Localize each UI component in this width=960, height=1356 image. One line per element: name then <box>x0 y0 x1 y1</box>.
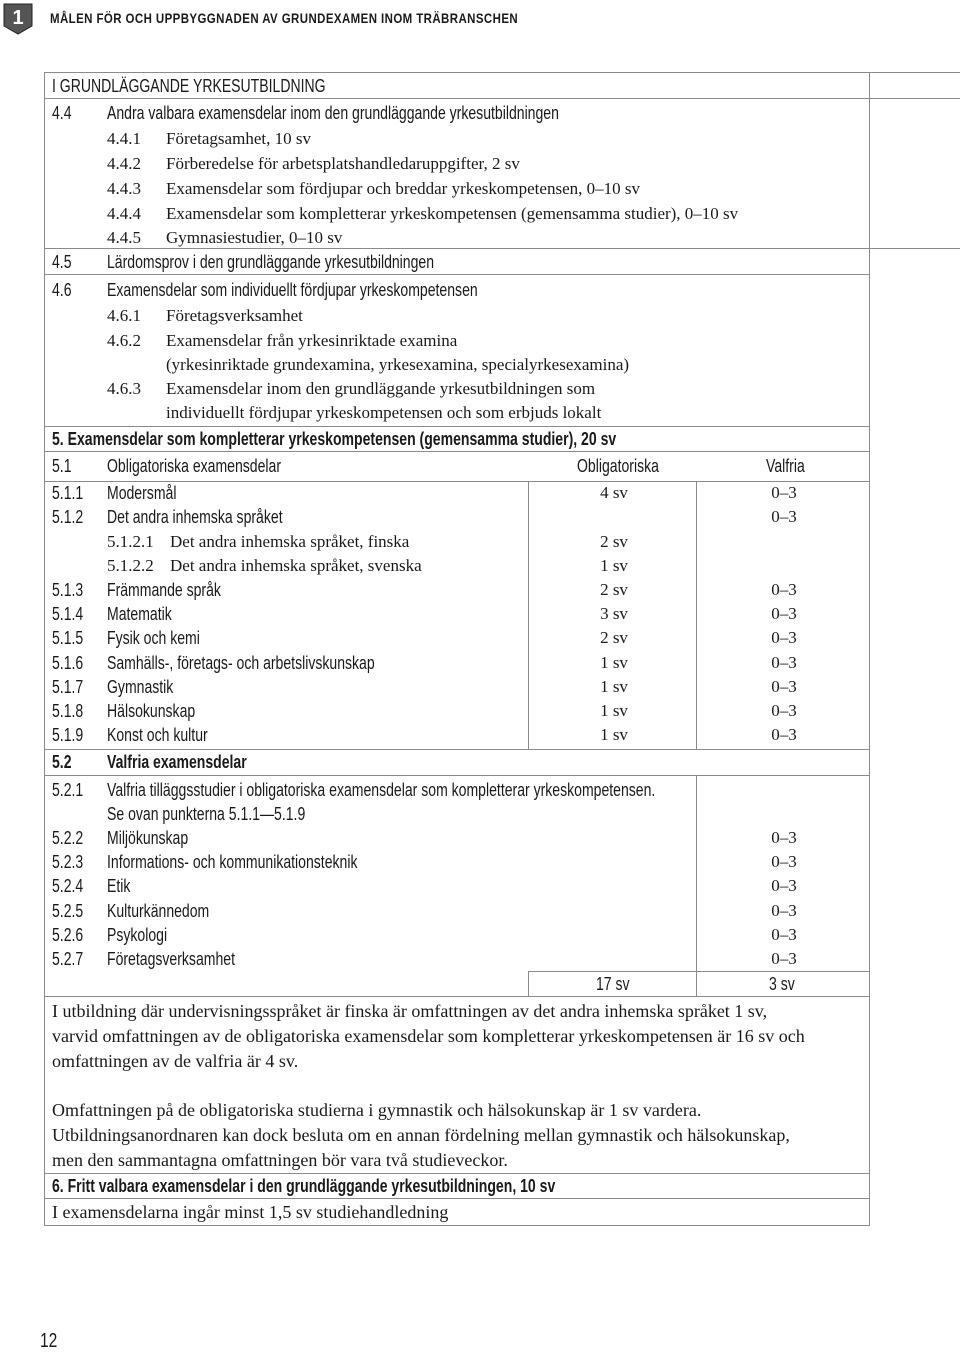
item-number: 4.6 <box>52 280 72 300</box>
side-box <box>870 72 960 99</box>
rule <box>44 996 870 997</box>
optional-value: 0–3 <box>771 483 797 502</box>
optional-value: 0–3 <box>771 725 797 744</box>
optional-value: 0–3 <box>771 604 797 623</box>
obligatory-value: 2 sv <box>600 580 628 599</box>
item-number: 5.1 <box>52 456 72 476</box>
item-number: 5.2.1 <box>52 780 84 800</box>
column-divider <box>528 971 529 996</box>
item-label: Kulturkännedom <box>107 901 210 921</box>
item-number: 5.1.5 <box>52 628 84 648</box>
rule <box>528 971 870 972</box>
obligatory-value: 1 sv <box>600 677 628 696</box>
item-number: 5.2.3 <box>52 852 84 872</box>
rule <box>44 274 870 275</box>
optional-value: 0–3 <box>771 925 797 944</box>
item-number: 5.1.6 <box>52 653 84 673</box>
column-header-optional: Valfria <box>766 456 805 476</box>
item-number: 5.2.2 <box>52 828 84 848</box>
obligatory-value: 1 sv <box>600 653 628 672</box>
item-number: 4.4.5 <box>107 228 141 247</box>
item-label: Gymnasiestudier, 0–10 sv <box>166 228 343 247</box>
item-label: Främmande språk <box>107 580 221 600</box>
rule <box>44 98 870 99</box>
item-number: 5.2.5 <box>52 901 84 921</box>
note-line: varvid omfattningen av de obligatoriska examensdelar som kompletterar yrkeskompetensen är 16 sv och <box>52 1026 805 1046</box>
page-number: 12 <box>40 1330 58 1352</box>
rule <box>44 451 870 452</box>
item-number: 4.4.1 <box>107 129 141 148</box>
item-label: Matematik <box>107 604 172 624</box>
section-text: I examensdelarna ingår minst 1,5 sv studiehandledning <box>52 1202 449 1222</box>
column-header-obligatory: Obligatoriska <box>577 456 659 476</box>
rule <box>44 749 870 750</box>
item-label: Etik <box>107 876 131 896</box>
item-number: 5.1.2.1 <box>107 532 154 551</box>
item-number: 5.1.9 <box>52 725 84 745</box>
item-label: Informations- och kommunikationsteknik <box>107 852 358 872</box>
note-line: I utbildning där undervisningsspråket är finska är omfattningen av det andra inhemska språket 1 sv, <box>52 1001 768 1021</box>
obligatory-value: 1 sv <box>600 556 628 575</box>
optional-value: 0–3 <box>771 580 797 599</box>
rule <box>44 426 870 427</box>
optional-value: 0–3 <box>771 653 797 672</box>
item-number: 5.1.1 <box>52 483 84 503</box>
item-label: Valfria examensdelar <box>107 752 247 772</box>
note-line: omfattningen av de valfria är 4 sv. <box>52 1051 299 1071</box>
item-number: 4.4.4 <box>107 204 141 223</box>
item-number: 4.6.2 <box>107 331 141 350</box>
obligatory-value: 2 sv <box>600 628 628 647</box>
optional-value: 0–3 <box>771 852 797 871</box>
section-heading: 5. Examensdelar som kompletterar yrkeskompetensen (gemensamma studier), 20 sv <box>52 429 617 449</box>
item-label: Examensdelar från yrkesinriktade examina <box>166 331 458 350</box>
item-number: 5.1.2.2 <box>107 556 154 575</box>
section-heading: I GRUNDLÄGGANDE YRKESUTBILDNING <box>52 76 326 96</box>
optional-value: 0–3 <box>771 876 797 895</box>
running-header: MÅLEN FÖR OCH UPPBYGGNADEN AV GRUNDEXAMEN INOM TRÄBRANSCHEN <box>50 10 519 26</box>
item-label: Examensdelar som fördjupar och breddar yrkeskompetensen, 0–10 sv <box>166 179 640 198</box>
optional-value: 0–3 <box>771 677 797 696</box>
chapter-number: 1 <box>12 7 24 29</box>
item-number: 5.1.2 <box>52 507 84 527</box>
obligatory-value: 4 sv <box>600 483 628 502</box>
item-label: Valfria tilläggsstudier i obligatoriska examensdelar som kompletterar yrkeskompetensen. <box>107 780 656 800</box>
optional-value: 0–3 <box>771 901 797 920</box>
item-label: Examensdelar inom den grundläggande yrkesutbildningen som <box>166 379 596 398</box>
item-label: Andra valbara examensdelar inom den grundläggande yrkesutbildningen <box>107 103 559 123</box>
item-number: 5.1.7 <box>52 677 84 697</box>
item-label: Företagsverksamhet <box>166 306 303 325</box>
optional-value: 0–3 <box>771 628 797 647</box>
item-label-continued: (yrkesinriktade grundexamina, yrkesexamina, specialyrkesexamina) <box>166 355 630 374</box>
rule <box>44 1198 870 1199</box>
obligatory-value: 2 sv <box>600 532 628 551</box>
optional-value: 0–3 <box>771 701 797 720</box>
item-number: 5.2.7 <box>52 949 84 969</box>
item-number: 4.4.3 <box>107 179 141 198</box>
item-label-continued: individuellt fördjupar yrkeskompetensen och som erbjuds lokalt <box>166 403 602 422</box>
item-number: 5.2 <box>52 752 72 772</box>
obligatory-value: 1 sv <box>600 701 628 720</box>
note-line: men den sammantagna omfattningen bör vara två studieveckor. <box>52 1150 508 1170</box>
item-label: Samhälls-, företags- och arbetslivskunskap <box>107 653 375 673</box>
item-label: Psykologi <box>107 925 168 945</box>
item-label: Hälsokunskap <box>107 701 196 721</box>
item-number: 4.6.1 <box>107 306 141 325</box>
item-label: Modersmål <box>107 483 177 503</box>
optional-value: 0–3 <box>771 507 797 526</box>
item-label: Det andra inhemska språket <box>107 507 283 527</box>
item-label: Lärdomsprov i den grundläggande yrkesutbildningen <box>107 252 435 272</box>
obligatory-value: 1 sv <box>600 725 628 744</box>
column-divider <box>696 481 697 749</box>
item-number: 4.5 <box>52 252 72 272</box>
section-heading: 6. Fritt valbara examensdelar i den grundläggande yrkesutbildningen, 10 sv <box>52 1176 556 1196</box>
note-line: Omfattningen på de obligatoriska studierna i gymnastik och hälsokunskap är 1 sv vardera. <box>52 1100 702 1120</box>
item-label-continued: Se ovan punkterna 5.1.1—5.1.9 <box>107 804 306 824</box>
column-divider <box>528 481 529 749</box>
rule <box>44 775 870 776</box>
item-number: 5.1.4 <box>52 604 84 624</box>
item-label: Det andra inhemska språket, svenska <box>170 556 422 575</box>
obligatory-value: 3 sv <box>600 604 628 623</box>
chapter-badge <box>0 0 36 36</box>
item-number: 4.6.3 <box>107 379 141 398</box>
column-divider <box>696 775 697 996</box>
optional-value: 0–3 <box>771 949 797 968</box>
rule <box>44 248 870 249</box>
item-label: Miljökunskap <box>107 828 189 848</box>
total-obligatory: 17 sv <box>596 974 630 994</box>
item-label: Gymnastik <box>107 677 174 697</box>
item-label: Det andra inhemska språket, finska <box>170 532 410 551</box>
item-label: Företagsverksamhet <box>107 949 235 969</box>
rule <box>44 481 870 482</box>
side-box <box>870 99 960 249</box>
total-optional: 3 sv <box>769 974 795 994</box>
item-label: Obligatoriska examensdelar <box>107 456 282 476</box>
item-number: 5.1.3 <box>52 580 84 600</box>
item-label: Företagsamhet, 10 sv <box>166 129 311 148</box>
item-label: Förberedelse för arbetsplatshandledaruppgifter, 2 sv <box>166 154 520 173</box>
item-number: 4.4.2 <box>107 154 141 173</box>
rule <box>44 1173 870 1174</box>
item-number: 4.4 <box>52 103 72 123</box>
item-number: 5.2.6 <box>52 925 84 945</box>
item-label: Konst och kultur <box>107 725 208 745</box>
item-label: Fysik och kemi <box>107 628 200 648</box>
item-number: 5.2.4 <box>52 876 84 896</box>
item-label: Examensdelar som individuellt fördjupar yrkeskompetensen <box>107 280 478 300</box>
item-label: Examensdelar som kompletterar yrkeskompetensen (gemensamma studier), 0–10 sv <box>166 204 739 223</box>
item-number: 5.1.8 <box>52 701 84 721</box>
optional-value: 0–3 <box>771 828 797 847</box>
note-line: Utbildningsanordnaren kan dock besluta om en annan fördelning mellan gymnastik och hälsokunskap, <box>52 1125 790 1145</box>
